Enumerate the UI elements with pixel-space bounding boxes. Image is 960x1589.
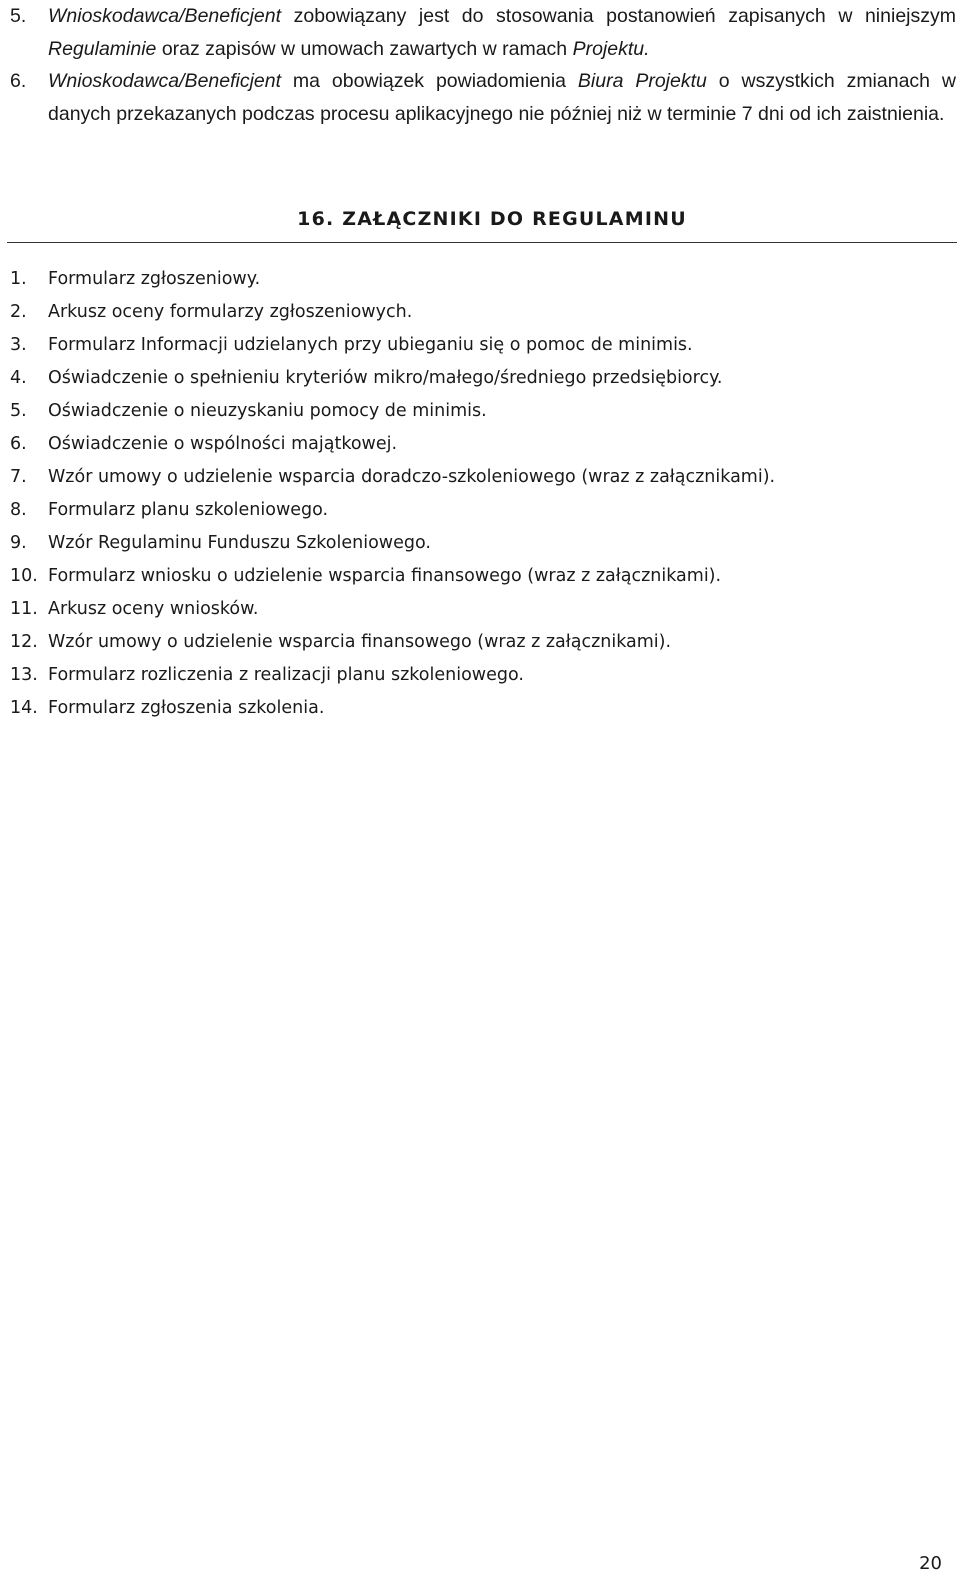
attachment-item [10, 461, 775, 494]
section-heading-text: 16. ZAŁĄCZNIKI DO REGULAMINU [297, 208, 687, 230]
attachment-item [10, 593, 775, 626]
heading-divider [7, 242, 957, 243]
attachment-text: Arkusz oceny wniosków. [48, 599, 259, 619]
italic-term: Wnioskodawca/Beneficjent [48, 5, 282, 27]
attachment-text: Formularz planu szkoleniowego. [48, 500, 329, 520]
attachment-text: Arkusz oceny formularzy zgłoszeniowych. [48, 302, 413, 322]
page-number: 20 [919, 1553, 942, 1574]
attachment-text: Formularz Informacji udzielanych przy ubieganiu się o pomoc de minimis. [48, 335, 693, 355]
attachment-item [10, 362, 775, 395]
paragraph-item [10, 65, 956, 130]
attachment-number: 2. [10, 302, 27, 322]
attachments-list [10, 263, 775, 725]
paragraph-text: zobowiązany jest do stosowania postanowień zapisanych w niniejszym [281, 5, 956, 27]
attachment-number: 13. [10, 665, 38, 685]
attachment-text: Formularz zgłoszenia szkolenia. [48, 698, 325, 718]
attachment-item [10, 527, 775, 560]
italic-term: Biura Projektu [577, 70, 707, 92]
attachment-text: Formularz wniosku o udzielenie wsparcia finansowego (wraz z załącznikami). [48, 566, 722, 586]
italic-term: Projektu [572, 37, 645, 60]
attachment-text: Oświadczenie o spełnieniu kryteriów mikro/małego/średniego przedsiębiorcy. [48, 368, 723, 388]
attachment-text: Wzór umowy o udzielenie wsparcia doradczo-szkoleniowego (wraz z załącznikami). [48, 467, 776, 487]
attachment-text: Formularz zgłoszeniowy. [48, 269, 261, 289]
attachment-number: 4. [10, 368, 27, 388]
paragraph-number: 6. [10, 70, 27, 92]
paragraph-number: 5. [10, 5, 27, 27]
attachment-text: Wzór umowy o udzielenie wsparcia finansowego (wraz z załącznikami). [48, 632, 672, 652]
attachment-item [10, 560, 775, 593]
attachment-item [10, 659, 775, 692]
paragraph-text: . [644, 37, 650, 60]
attachment-number: 9. [10, 533, 27, 553]
attachment-number: 11. [10, 599, 38, 619]
attachment-number: 10. [10, 566, 38, 586]
attachment-number: 7. [10, 467, 27, 487]
attachment-item [10, 296, 775, 329]
attachment-text: Formularz rozliczenia z realizacji planu szkoleniowego. [48, 665, 524, 685]
attachment-item [10, 692, 775, 725]
paragraph-text: ma obowiązek powiadomienia [281, 70, 578, 92]
attachment-text: Oświadczenie o wspólności majątkowej. [48, 434, 398, 454]
attachment-number: 12. [10, 632, 38, 652]
section-heading [0, 208, 960, 230]
attachment-number: 5. [10, 401, 27, 421]
italic-term: Wnioskodawca/Beneficjent [48, 70, 282, 92]
paragraph-item [10, 0, 956, 65]
attachment-number: 8. [10, 500, 27, 520]
attachment-number: 6. [10, 434, 27, 454]
italic-term: Regulaminie [48, 37, 157, 60]
attachment-item [10, 395, 775, 428]
attachment-item [10, 263, 775, 296]
attachment-item [10, 329, 775, 362]
paragraph-text: o wszystkich zmianach w danych przekazanych podczas procesu aplikacyjnego nie później niż w terminie 7 dni od ich zaistnienia. [48, 70, 956, 125]
attachment-number: 3. [10, 335, 27, 355]
attachment-text: Oświadczenie o nieuzyskaniu pomocy de minimis. [48, 401, 487, 421]
attachment-item [10, 428, 775, 461]
attachment-item [10, 494, 775, 527]
paragraph-text: oraz zapisów w umowach zawartych w ramach [156, 37, 573, 60]
attachment-number: 1. [10, 269, 27, 289]
attachment-text: Wzór Regulaminu Funduszu Szkoleniowego. [48, 533, 431, 553]
obligations-list [10, 0, 956, 130]
attachment-number: 14. [10, 698, 38, 718]
attachment-item [10, 626, 775, 659]
